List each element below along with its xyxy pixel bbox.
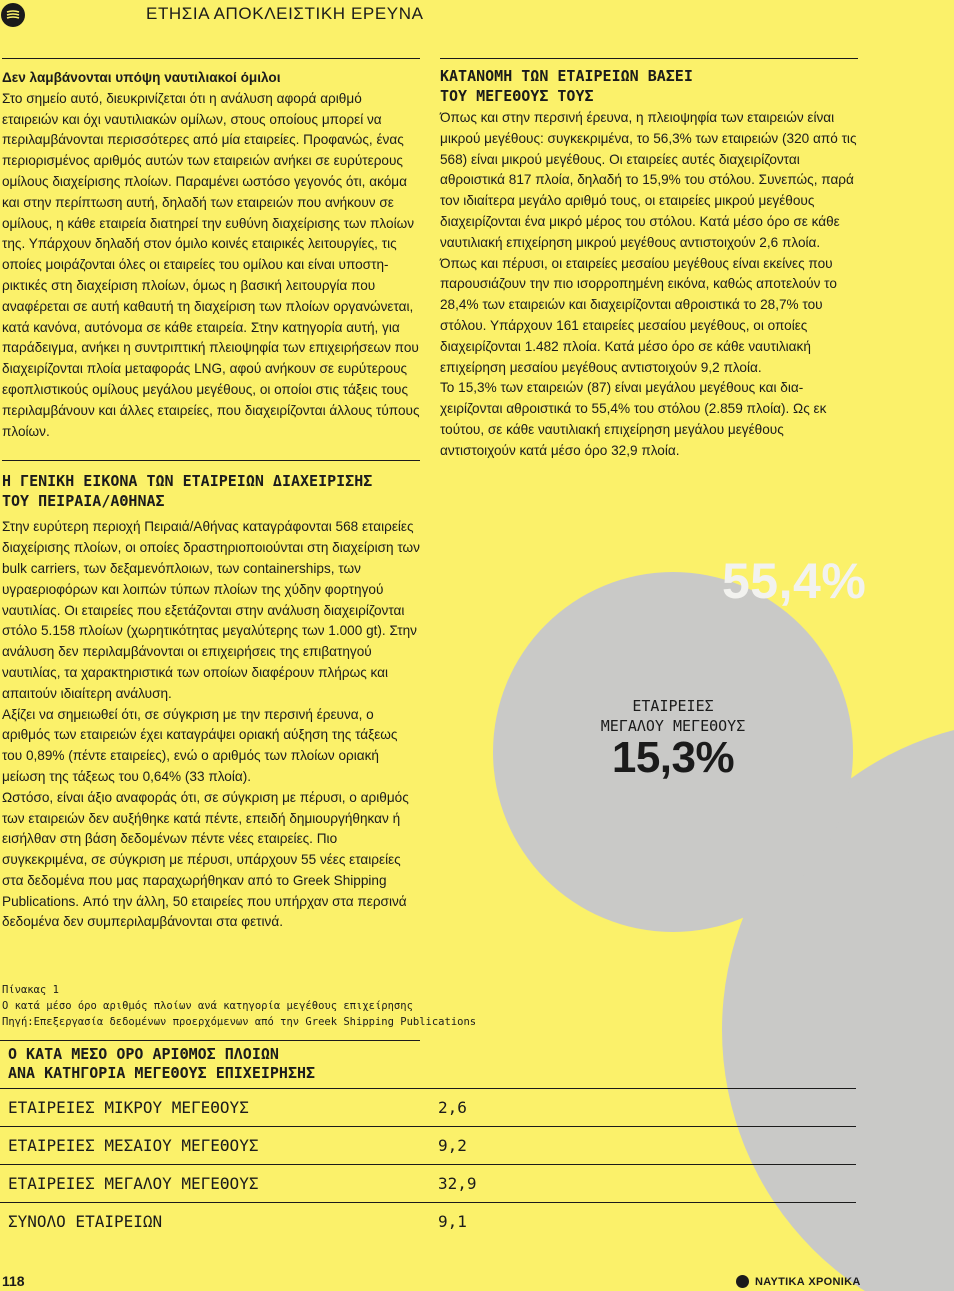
section-title: ΕΤΗΣΙΑ ΑΠΟΚΛΕΙΣΤΙΚΗ ΕΡΕΥΝΑ [146,4,424,23]
fleet-share-percentage: 55,4% [722,553,867,609]
company-share-percentage: 15,3% [611,733,735,782]
right-paragraph-2: Όπως και πέρυσι, οι εταιρείες μεσαίου μεγέθους είναι εκείνες που παρουσιάζουν την πιο ισορροπημένη εικόνα, καθώς αποτελούν το 28,4% των εταιρειών και διαχειρίζονται αθροιστικά το 28,7% του στόλου. Υπάρχουν 161 εταιρείες μεσαίου μεγέθους, οι οποίες διαχειρίζονται 1.482 πλοία. Κατά μέσο όρο σε κάθε ναυτιλιακή επιχείρηση μεσαίου μεγέθους αντιστοιχούν 9,2 πλοία. [440,255,837,375]
left-paragraph-3: Αξίζει να σημειωθεί ότι, σε σύγκριση με την περσινή έρευνα, ο αριθμός των εταιρειών έχει καταγράψει οριακή αύξηση της τάξεως του 0,89% (πέντε εταιρείες), ενώ ο αριθμός των πλοίων οριακή μείωση της τάξεως του 0,64% (33 πλοία). [2,706,398,784]
left-paragraph-1: Στο σημείο αυτό, διευκρινίζεται ότι η ανάλυση αφορά αριθμό εταιρειών και όχι ναυτιλιακών ομίλων, στους οποίους μπορεί να περιλαμβάνονται περισσότερες από μία εταιρείες. Προφανώς, ένας περιορισμένος αριθμός αυτών των εταιρειών ανήκει σε ευρύτερους ομίλους διαχείρισης πλοίων. Παραμένει ωστόσο γεγονός ότι, ακόμα και στην περίπτωση αυτή, δηλαδή των εταιρειών που ανήκουν σε ομίλους, η κάθε εταιρεία διατηρεί την ευθύνη διαχείρισης των πλοίων της. Υπάρχουν δηλαδή στον όμιλο κοινές εταιρικές λειτουργίες, τις οποίες μοιράζονται όλες οι εταιρείες του ομίλου και είναι υποστηρικτικές στη διαχείριση πλοίων, όμως η βασική λειτουργία που αναφέρεται σε αυτή καθαυτή τη διαχείριση των πλοίων οργανώνεται, κατά κανόνα, αυτόνομα σε κάθε εταιρεία. Στην κατηγορία αυτή, για παράδειγμα, ανήκει η συντριπτική πλειοψηφία των επιχειρήσεων που διαχειρίζονται πλοία μεταφοράς LNG, αφού ανήκουν σε ευρύτερους εφοπλιστικούς ομίλους μεγάλου μεγέθους, οι οποίοι στις τάξεις τους περιλαμβάνουν και άλλες εταιρείες, που διαχειρίζονται άλλους τύπους πλοίων. [2,90,420,439]
table-caption [2,982,476,1030]
row-value: 2,6 [438,1098,467,1117]
row-label: ΕΤΑΙΡΕΙΕΣ ΜΙΚΡΟΥ ΜΕΓΕΘΟΥΣ [8,1098,249,1117]
page-number: 118 [2,1273,25,1289]
left-paragraph-2: Στην ευρύτερη περιοχή Πειραιά/Αθήνας καταγράφονται 568 εταιρείες διαχείρισης πλοίων, οι οποίες δραστηριοποιούνται στη διαχείριση των bulk carriers, των δεξαμενόπλοιων, των containerships, των υγραεριοφόρων και λοιπών τύπων πλοίων της χύδην φορτηγού ναυτιλίας. Οι εταιρείες που εξετάζονται στην ανάλυση διαχειρίζονται στόλο 5.158 πλοίων (χωρητικότητας μεγαλύτερης των 1.000 gt). Στην ανάλυση δεν περιλαμβάνονται οι επιχειρήσεις της επιβατηγού ναυτιλίας, τα χαρακτηριστικά των οποίων διαφέρουν πλήρως και απαιτούν ιδιαίτερη ανάλυση. [2,519,420,701]
row-value: 32,9 [438,1174,477,1193]
table-row [0,1202,856,1240]
row-label: ΕΤΑΙΡΕΙΕΣ ΜΕΣΑΙΟΥ ΜΕΓΕΘΟΥΣ [8,1136,259,1155]
left-subhead: Δεν λαμβάνονται υπόψη ναυτιλιακοί όμιλοι [2,70,281,85]
circle-label: ΕΤΑΙΡΕΙΕΣ ΜΕΓΑΛΟΥ ΜΕΓΕΘΟΥΣ [600,697,746,735]
table-title: Ο ΚΑΤΑ ΜΕΣΟ ΟΡΟ ΑΡΙΘΜΟΣ ΠΛΟΙΩΝ ΑΝΑ ΚΑΤΗΓΟΡΙΑ ΜΕΓΕΘΟΥΣ ΕΠΙΧΕΙΡΗΣΗΣ [8,1045,316,1082]
right-section-heading: ΚΑΤΑΝΟΜΗ ΤΩΝ ΕΤΑΙΡΕΙΩΝ ΒΑΣΕΙ ΤΟΥ ΜΕΓΕΘΟΥΣ ΤΟΥΣ [440,67,693,105]
left-paragraph-4: Ωστόσο, είναι άξιο αναφοράς ότι, σε σύγκριση με πέρυσι, ο αριθμός των εταιρειών δεν αυξήθηκε κατά πέντε, επειδή δημιουργήθηκαν ή εισήλθαν στη βάση δεδομένων πέντε νέες εταιρείες. Πιο συγκεκριμένα, σε σύγκριση με πέρυσι, υπάρχουν 55 νέες εταιρείες στα δεδομένα που μας παραχωρήθηκαν από το Greek Shipping Publications. Από την άλλη, 50 εταιρείες που υπήρχαν στα περσινά δεδομένα δεν συμπεριλαμβάνονται στα φετινά. [2,789,409,930]
table-caption-number: Πίνακας 1 [2,984,59,996]
row-label: ΣΥΝΟΛΟ ΕΤΑΙΡΕΙΩΝ [8,1212,163,1231]
right-paragraph-3: Το 15,3% των εταιρειών (87) είναι μεγάλου μεγέθους και διαχειρίζονται αθροιστικά το 55,4% του στόλου (2.859 πλοία). Ως εκ τούτου, σε κάθε ναυτιλιακή επιχείρηση μεγάλου μεγέθους αντιστοιχούν κατά μέσο όρο 32,9 πλοία. [440,380,827,458]
left-mid-rule [2,460,420,461]
brand-name: ΝΑΥΤΙΚΑ ΧΡΟΝΙΚΑ [755,1275,861,1288]
table-top-rule [0,1040,420,1041]
average-ships-table [0,1088,856,1240]
table-row [0,1088,856,1126]
table-row [0,1126,856,1164]
table-caption-source: Πηγή:Επεξεργασία δεδομένων προερχόμενων από την Greek Shipping Publications [2,1016,477,1028]
left-column [2,68,420,933]
wave-logo-icon [1,3,25,27]
right-top-rule [440,58,858,59]
row-value: 9,2 [438,1136,467,1155]
left-top-rule [2,58,420,59]
table-row [0,1164,856,1202]
right-paragraph-1: Όπως και στην περσινή έρευνα, η πλειοψηφία των εταιρειών είναι μικρού μεγέθους: συγκεκριμένα, το 56,3% των εταιρειών (320 από τις 568) είναι μικρού μεγέθους. Οι εταιρείες αυτές διαχειρίζονται αθροιστικά 817 πλοία, δηλαδή το 15,9% του στόλου. Συνεπώς, παρά τον ιδιαίτερα μεγάλο αριθμό τους, οι εταιρείες μικρού μεγέθους διαχειρίζονται ένα μικρό μέρος του στόλου. Κατά μέσο όρο σε κάθε ναυτιλιακή επιχείρηση μικρού μεγέθους αντιστοιχούν 2,6 πλοία. [440,110,857,250]
table-caption-description: Ο κατά μέσο όρο αριθμός πλοίων ανά κατηγορία μεγέθους επιχείρησης [2,1000,413,1012]
brand-logo-icon [736,1275,749,1288]
row-label: ΕΤΑΙΡΕΙΕΣ ΜΕΓΑΛΟΥ ΜΕΓΕΘΟΥΣ [8,1174,259,1193]
footer-brand [736,1275,861,1288]
right-column [440,66,858,462]
row-value: 9,1 [438,1212,467,1231]
left-section-heading: Η ΓΕΝΙΚΗ ΕΙΚΟΝΑ ΤΩΝ ΕΤΑΙΡΕΙΩΝ ΔΙΑΧΕΙΡΙΣΗΣ ΤΟΥ ΠΕΙΡΑΙΑ/ΑΘΗΝΑΣ [2,472,373,511]
